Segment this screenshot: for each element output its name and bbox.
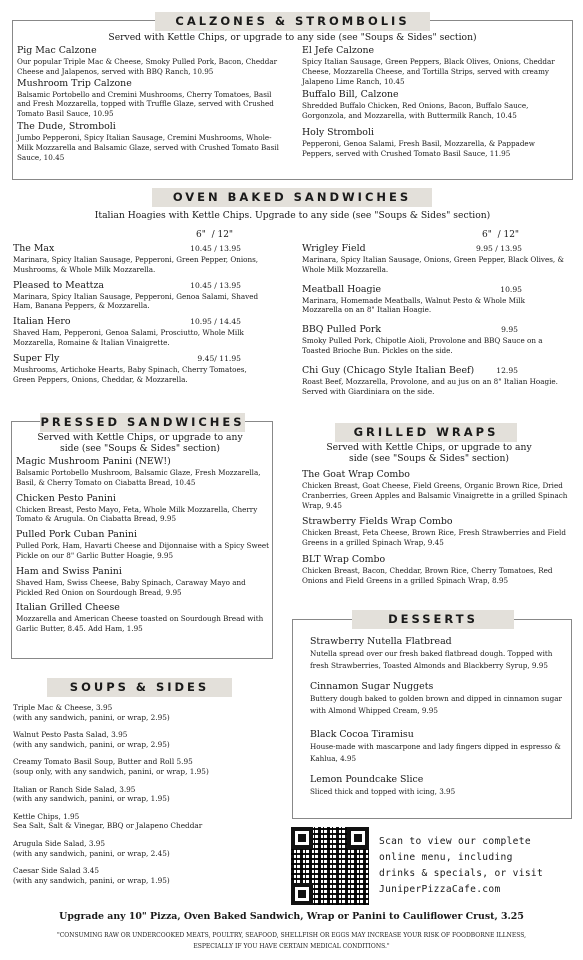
qr-finder — [291, 827, 313, 849]
list-item — [13, 703, 283, 722]
item-name: BBQ Pulled Pork — [302, 324, 382, 336]
item-name: Caesar Side Salad 3.45 — [13, 866, 100, 876]
menu-item — [16, 493, 271, 525]
item-price: 10.95 — [500, 284, 522, 294]
calzones-title: CALZONES & STROMBOLIS — [155, 12, 430, 31]
item-name: Super Fly — [13, 352, 60, 364]
item-name: Triple Mac & Cheese, 3.95 — [13, 703, 113, 712]
item-name: Lemon Poundcake Slice — [310, 774, 424, 785]
item-desc: (with any sandwich, panini, or wrap, 2.95) — [13, 739, 170, 749]
soups-items — [13, 703, 283, 885]
menu-item — [302, 516, 568, 548]
desserts-title: DESSERTS — [352, 610, 514, 629]
menu-item — [302, 324, 564, 356]
item-desc: Smoky Pulled Pork, Chipotle Aioli, Provolone and BBQ Sauce on a Toasted Brioche Bun. Pickles on the side. — [302, 336, 543, 355]
item-desc: Chicken Breast, Feta Cheese, Brown Rice, Fresh Strawberries and Field Greens in a grilled Spinach Wrap, 9.45 — [302, 528, 566, 548]
item-desc: Mushrooms, Artichoke Hearts, Baby Spinach, Cherry Tomatoes, Green Peppers, Onions, Cheddar, & Mozzarella. — [13, 364, 247, 384]
footer-upgrade: Upgrade any 10" Pizza, Oven Baked Sandwich, Wrap or Panini to Cauliflower Crust, 3.25 — [59, 911, 524, 922]
item-desc: (with any sandwich, panini, or wrap, 1.95) — [13, 875, 170, 885]
item-desc: Sea Salt, Salt & Vinegar, BBQ or Jalapeno Cheddar — [13, 821, 203, 831]
item-name: Pleased to Meattza — [13, 279, 104, 291]
menu-item — [310, 636, 568, 672]
item-desc: (with any sandwich, panini, or wrap, 2.45) — [13, 848, 170, 858]
item-desc: Pulled Pork, Ham, Havarti Cheese and Dijonnaise with a Spicy Sweet Pickle on our 8" Garlic Butter Hoagie, 9.95 — [16, 541, 270, 560]
desserts-items — [310, 636, 568, 798]
qr-caption-line: online menu, including — [379, 852, 513, 863]
menu-item — [17, 78, 279, 119]
footer-disclaimer — [0, 930, 583, 952]
menu-item — [302, 89, 567, 121]
list-item — [13, 812, 283, 831]
wraps-title: GRILLED WRAPS — [335, 423, 517, 442]
list-item — [13, 757, 283, 776]
menu-item — [302, 127, 567, 159]
item-name: Pig Mac Calzone — [17, 45, 97, 56]
oven-right-column — [302, 243, 564, 396]
item-name: Italian Hero — [13, 316, 71, 328]
item-name: Italian or Ranch Side Salad, 3.95 — [13, 784, 136, 794]
item-desc: Marinara, Spicy Italian Sausage, Onions, Green Pepper, Black Olives, & Whole Milk Mozzarella. — [302, 255, 564, 274]
disclaimer-line: ESPECIALLY IF YOU HAVE CERTAIN MEDICAL CONDITIONS." — [193, 943, 390, 950]
menu-item — [302, 45, 567, 86]
item-desc: House-made with mascarpone and lady fingers dipped in espresso & Kahlua, 4.95 — [310, 742, 561, 763]
item-desc: Our popular Triple Mac & Cheese, Smoky Pulled Pork, Bacon, Cheddar Cheese and Jalapenos, served with BBQ Ranch, 10.95 — [17, 57, 278, 76]
item-price: 10.45 / 13.95 — [190, 244, 241, 253]
item-name: Cinnamon Sugar Nuggets — [310, 681, 434, 692]
item-name: Chicken Pesto Panini — [16, 492, 116, 504]
item-name: Pulled Pork Cuban Panini — [16, 529, 137, 541]
item-desc: Balsamic Portobello and Cremini Mushrooms, Cherry Tomatoes, Basil and Fresh Mozzarella, topped with Truffle Glaze, served with Crushed Tomato Basil Sauce, 10.95 — [17, 89, 274, 119]
item-desc: Shaved Ham, Pepperoni, Genoa Salami, Prosciutto, Whole Milk Mozzarella, Romaine & Italian Vinaigrette. — [13, 328, 244, 347]
item-desc: Pepperoni, Genoa Salami, Fresh Basil, Mozzarella, & Pappadew Peppers, served with Crushed Tomato Basil Sauce, 11.95 — [302, 138, 535, 158]
item-name: Mushroom Trip Calzone — [17, 77, 132, 89]
item-name: Arugula Side Salad, 3.95 — [13, 838, 106, 848]
item-name: BLT Wrap Combo — [302, 553, 386, 565]
menu-item — [310, 729, 568, 765]
qr-finder — [291, 883, 313, 905]
item-name: Strawberry Fields Wrap Combo — [302, 516, 453, 528]
item-desc: (with any sandwich, panini, or wrap, 1.95) — [13, 794, 170, 804]
pressed-title: PRESSED SANDWICHES — [40, 413, 245, 432]
menu-item — [16, 529, 271, 561]
oven-size-header-left: 6" / 12" — [196, 230, 234, 240]
item-name: The Max — [13, 243, 55, 254]
item-desc: Shaved Ham, Swiss Cheese, Baby Spinach, Caraway Mayo and Pickled Red Onion on Sourdough Bread, 9.95 — [16, 577, 246, 597]
menu-item — [302, 243, 564, 275]
disclaimer-line: "CONSUMING RAW OR UNDERCOOKED MEATS, POULTRY, SEAFOOD, SHELLFISH OR EGGS MAY INCREASE YOUR RISK OF FOODBORNE ILLNESS, — [56, 932, 527, 939]
item-name: Meatball Hoagie — [302, 283, 382, 295]
item-name: Italian Grilled Cheese — [16, 602, 120, 614]
menu-item — [17, 121, 279, 162]
menu-item — [302, 365, 564, 397]
item-name: Holy Stromboli — [302, 126, 374, 138]
menu-item — [17, 45, 279, 77]
item-price: 10.95 / 14.45 — [190, 317, 241, 327]
menu-item — [13, 243, 263, 275]
list-item — [13, 730, 283, 749]
calzones-right-column — [302, 45, 567, 159]
item-name: The Goat Wrap Combo — [302, 469, 410, 480]
item-name: The Dude, Stromboli — [17, 120, 116, 132]
menu-item — [16, 566, 271, 598]
item-desc: Shredded Buffalo Chicken, Red Onions, Bacon, Buffalo Sauce, Gorgonzola, and Mozzarella, with Buttermilk Ranch, 10.45 — [302, 101, 529, 121]
menu-item — [16, 456, 271, 488]
list-item — [13, 785, 283, 804]
item-desc: Roast Beef, Mozzarella, Provolone, and au jus on an 8" Italian Hoagie. Served with Giardiniara on the side. — [302, 376, 558, 396]
oven-title: OVEN BAKED SANDWICHES — [152, 188, 432, 207]
item-desc: Nutella spread over our fresh baked flatbread dough. Topped with fresh Strawberries, Toasted Almonds and Blackberry Syrup, 9.95 — [310, 649, 553, 670]
item-desc: Marinara, Spicy Italian Sausage, Pepperoni, Genoa Salami, Shaved Ham, Banana Peppers, & Mozzarella. — [13, 291, 259, 311]
item-desc: Chicken Breast, Bacon, Cheddar, Brown Rice, Cherry Tomatoes, Red Onions and Field Greens in a grilled Spinach Wrap, 8.95 — [302, 565, 553, 585]
item-name: Wrigley Field — [302, 243, 366, 254]
menu-item — [13, 316, 263, 348]
item-desc: Marinara, Homemade Meatballs, Walnut Pesto & Whole Milk Mozzarella on an 8" Italian Hoagie. — [302, 295, 525, 315]
qr-caption — [379, 834, 579, 898]
item-name: Black Cocoa Tiramisu — [310, 729, 414, 740]
menu-item — [13, 353, 263, 385]
item-desc: Marinara, Spicy Italian Sausage, Pepperoni, Green Pepper, Onions, Mushrooms, & Whole Milk Mozzarella. — [13, 255, 259, 274]
menu-item — [310, 681, 568, 717]
qr-caption-line: Scan to view our complete — [379, 836, 531, 847]
qr-code[interactable] — [291, 827, 369, 905]
menu-item — [302, 284, 564, 316]
menu-item — [302, 554, 568, 586]
calzones-subtitle: Served with Kettle Chips, or upgrade to any side (see "Soups & Sides" section) — [108, 32, 477, 43]
oven-left-column — [13, 243, 263, 384]
item-desc: Sliced thick and topped with icing, 3.95 — [310, 787, 456, 796]
item-desc: Chicken Breast, Goat Cheese, Field Greens, Organic Brown Rice, Dried Cranberries, Green Apples and Balsamic Vinaigrette in a grilled Spinach Wrap, 9.45 — [302, 481, 568, 510]
menu-item — [310, 774, 568, 798]
item-name: Ham and Swiss Panini — [16, 565, 122, 577]
item-desc: Chicken Breast, Pesto Mayo, Feta, Whole Milk Mozzarella, Cherry Tomato & Arugula. On Ciabatta Bread, 9.95 — [16, 504, 258, 524]
menu-item — [302, 469, 568, 510]
item-name: Walnut Pesto Pasta Salad, 3.95 — [13, 730, 128, 740]
item-desc: Jumbo Pepperoni, Spicy Italian Sausage, Cremini Mushrooms, Whole-Milk Mozzarella and Balsamic Glaze, served with Crushed Tomato Basil Sauce, 10.45 — [17, 132, 279, 162]
list-item — [13, 839, 283, 858]
pressed-items — [16, 456, 271, 634]
soups-title: SOUPS & SIDES — [47, 678, 232, 697]
menu-item — [16, 602, 271, 634]
menu-item — [13, 280, 263, 312]
item-name: Magic Mushroom Panini (NEW!) — [16, 456, 171, 467]
calzones-left-column — [17, 45, 279, 162]
item-name: Strawberry Nutella Flatbread — [310, 636, 452, 647]
wraps-items — [302, 469, 568, 586]
qr-caption-line[interactable]: JuniperPizzaCafe.com — [379, 884, 501, 895]
item-desc: Spicy Italian Sausage, Green Peppers, Black Olives, Onions, Cheddar Cheese, Mozzarella Cheese, and Tortilla Strips, served with creamy Jalapeno Lime Ranch, 10.45 — [302, 57, 555, 86]
item-name: Kettle Chips, 1.95 — [13, 811, 80, 821]
pressed-subtitle: Served with Kettle Chips, or upgrade to any side (see "Soups & Sides" section) — [37, 432, 243, 454]
qr-caption-line: drinks & specials, or visit — [379, 868, 544, 879]
item-price: 12.95 — [496, 365, 518, 375]
item-name: El Jefe Calzone — [302, 45, 375, 56]
item-price: 10.45 / 13.95 — [190, 280, 241, 290]
oven-size-header-right: 6" / 12" — [482, 230, 520, 240]
item-name: Creamy Tomato Basil Soup, Butter and Roll 5.95 — [13, 757, 193, 767]
item-price: 9.95 / 13.95 — [475, 244, 522, 253]
list-item — [13, 866, 283, 885]
item-name: Chi Guy (Chicago Style Italian Beef) — [302, 364, 475, 376]
item-price: 9.45/ 11.95 — [197, 353, 241, 363]
item-desc: Mozzarella and American Cheese toasted on Sourdough Bread with Garlic Butter, 8.45. Add Ham, 1.95 — [16, 614, 264, 634]
item-desc: (soup only, with any sandwich, panini, or wrap, 1.95) — [13, 766, 209, 776]
oven-subtitle: Italian Hoagies with Kettle Chips. Upgrade to any side (see "Soups & Sides" section) — [94, 210, 491, 221]
item-name: Buffalo Bill, Calzone — [302, 89, 399, 101]
item-desc: Buttery dough baked to golden brown and dipped in cinnamon sugar with Almond Whipped Cream, 9.95 — [310, 694, 562, 715]
item-price: 9.95 — [501, 325, 518, 335]
qr-finder — [347, 827, 369, 849]
item-desc: (with any sandwich, panini, or wrap, 2.95) — [13, 712, 170, 722]
item-desc: Balsamic Portobello Mushroom, Balsamic Glaze, Fresh Mozzarella, Basil, & Cherry Tomato on Ciabatta Bread, 10.45 — [16, 468, 261, 487]
wraps-subtitle: Served with Kettle Chips, or upgrade to any side (see "Soups & Sides" section) — [326, 442, 532, 464]
